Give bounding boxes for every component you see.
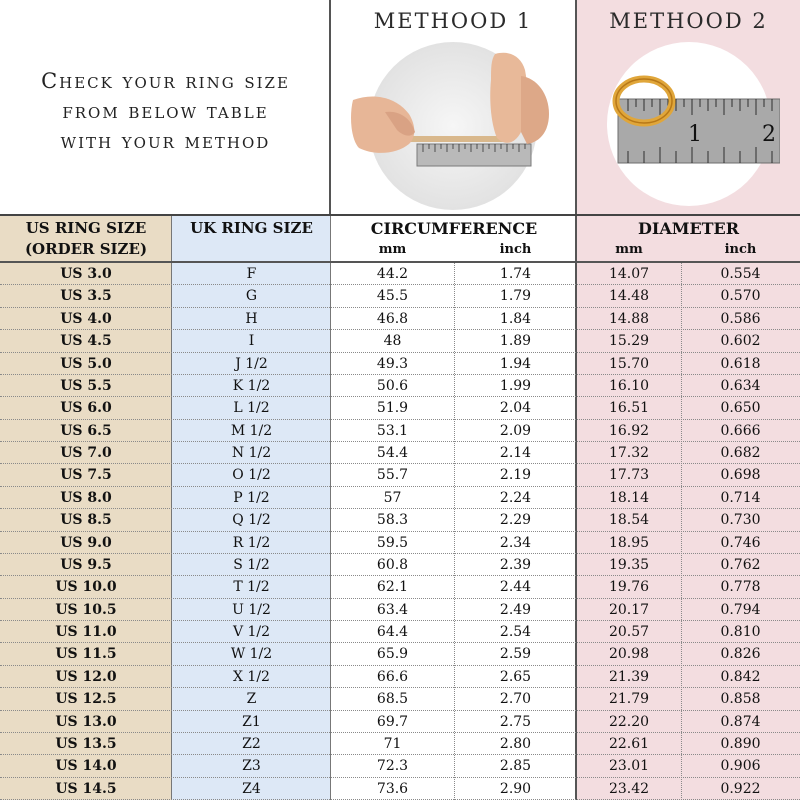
diameter-mm-cell: 16.92 <box>608 422 650 439</box>
us-size-cell: US 14.5 <box>55 780 117 797</box>
method2-title: METHOOD 2 <box>609 9 768 33</box>
diameter-inch-cell: 0.874 <box>720 713 761 730</box>
table-row <box>0 733 800 755</box>
uk-size-cell: R 1/2 <box>232 534 271 551</box>
circumference-mm-cell: 49.3 <box>376 355 409 372</box>
table-row <box>0 487 800 509</box>
table-row <box>0 621 800 643</box>
method2-panel <box>577 0 800 214</box>
table-row <box>0 263 800 285</box>
circumference-inch-cell: 1.84 <box>499 310 532 327</box>
circumference-mm-cell: 71 <box>383 735 402 752</box>
us-size-cell: US 11.5 <box>55 646 117 663</box>
diameter-mm-cell: 23.01 <box>608 758 650 775</box>
diameter-inch-cell: 0.602 <box>720 333 761 350</box>
circumference-inch-cell: 2.09 <box>499 422 532 439</box>
table-row <box>0 330 800 352</box>
diameter-inch-cell: 0.554 <box>720 266 761 282</box>
diameter-inch-cell: 0.906 <box>720 758 761 775</box>
diameter-mm-cell: 18.14 <box>608 489 650 506</box>
instructions-line: Check your ring size <box>41 69 290 93</box>
us-size-cell: US 4.0 <box>60 310 112 327</box>
uk-size-cell: Z2 <box>242 735 261 752</box>
circumference-mm-cell: 69.7 <box>376 713 409 730</box>
diameter-inch-cell: 0.634 <box>720 377 761 394</box>
uk-size-cell: V 1/2 <box>232 624 271 640</box>
diameter-inch-cell: 0.586 <box>720 310 761 327</box>
table-row <box>0 755 800 777</box>
diameter-inch-cell: 0.810 <box>720 624 761 640</box>
uk-size-cell: O 1/2 <box>232 467 271 484</box>
diameter-mm-cell: 23.42 <box>608 780 650 797</box>
diameter-mm-cell: 14.07 <box>608 266 650 282</box>
diameter-inch-cell: 0.922 <box>720 780 761 797</box>
uk-size-header: UK RING SIZE <box>190 219 313 237</box>
circumference-inch-cell: 2.19 <box>499 467 532 484</box>
uk-size-cell: T 1/2 <box>233 579 270 596</box>
diameter-mm-cell: 21.79 <box>608 691 650 708</box>
us-size-cell: US 13.5 <box>55 735 117 752</box>
circumference-inch-cell: 2.54 <box>499 624 532 640</box>
circumference-mm-cell: 50.6 <box>376 377 409 394</box>
method1-panel <box>331 0 577 214</box>
circumference-inch-cell: 2.70 <box>499 691 532 708</box>
table-row <box>0 308 800 330</box>
circumference-inch-cell: 2.34 <box>499 534 532 551</box>
circumference-mm-cell: 55.7 <box>376 467 409 484</box>
uk-size-cell: Q 1/2 <box>232 512 271 529</box>
circumference-inch-cell: 2.04 <box>499 400 532 417</box>
table-row <box>0 554 800 576</box>
uk-size-cell: N 1/2 <box>231 445 272 461</box>
us-size-cell: US 4.5 <box>60 333 112 350</box>
us-size-cell: US 3.5 <box>60 288 112 305</box>
us-size-cell: US 8.5 <box>60 512 112 529</box>
table-row <box>0 666 800 688</box>
diameter-mm-cell: 17.73 <box>608 467 650 484</box>
diameter-inch-cell: 0.570 <box>720 288 761 305</box>
us-size-cell: US 6.0 <box>60 400 112 417</box>
diameter-mm-cell: 18.95 <box>608 534 650 551</box>
instructions-line: with your method <box>60 129 271 153</box>
method2-ring-ruler-illustration <box>598 41 780 207</box>
diameter-mm-cell: 20.17 <box>608 601 650 618</box>
us-size-cell: US 12.0 <box>55 668 117 685</box>
circumference-inch-cell: 2.29 <box>499 512 532 529</box>
uk-size-cell: Z4 <box>242 780 261 797</box>
diameter-mm-subheader: mm <box>615 242 643 257</box>
circumference-mm-cell: 54.4 <box>376 445 409 461</box>
circumference-inch-cell: 2.49 <box>499 601 532 618</box>
table-row <box>0 576 800 598</box>
circumference-inch-cell: 1.94 <box>499 355 532 372</box>
diameter-mm-cell: 17.32 <box>608 445 650 461</box>
diameter-inch-cell: 0.778 <box>720 579 761 596</box>
diameter-inch-cell: 0.714 <box>720 489 761 506</box>
circumference-mm-cell: 62.1 <box>376 579 409 596</box>
circumference-header: CIRCUMFERENCE <box>370 219 538 238</box>
circumference-mm-cell: 64.4 <box>376 624 409 640</box>
table-row <box>0 442 800 464</box>
uk-size-cell: X 1/2 <box>233 668 270 685</box>
uk-size-cell: Z1 <box>242 713 261 730</box>
uk-size-cell: Z3 <box>242 758 261 775</box>
diameter-mm-cell: 14.48 <box>608 288 650 305</box>
circumference-mm-cell: 65.9 <box>376 646 409 663</box>
diameter-mm-cell: 20.98 <box>608 646 650 663</box>
method1-title: METHOOD 1 <box>373 9 533 33</box>
us-size-cell: US 10.0 <box>55 579 117 596</box>
table-row <box>0 778 800 800</box>
circumference-mm-cell: 53.1 <box>376 422 409 439</box>
diameter-inch-cell: 0.698 <box>720 467 761 484</box>
us-size-header <box>0 218 172 260</box>
diameter-inch-cell: 0.682 <box>720 445 761 461</box>
uk-size-cell: W 1/2 <box>230 646 273 663</box>
table-row <box>0 353 800 375</box>
us-size-cell: US 8.0 <box>60 489 112 506</box>
diameter-mm-cell: 14.88 <box>608 310 650 327</box>
diameter-inch-cell: 0.826 <box>720 646 761 663</box>
diameter-inch-cell: 0.858 <box>720 691 761 708</box>
instructions-text <box>0 66 331 156</box>
uk-size-cell: J 1/2 <box>235 355 268 372</box>
uk-size-cell: M 1/2 <box>230 422 273 439</box>
circumference-mm-cell: 63.4 <box>376 601 409 618</box>
diameter-inch-cell: 0.746 <box>720 534 761 551</box>
us-size-header-line: US RING SIZE <box>25 219 147 237</box>
circumference-inch-cell: 2.65 <box>499 668 532 685</box>
uk-size-cell: H <box>245 310 258 327</box>
circumference-inch-subheader: inch <box>499 242 532 257</box>
diameter-mm-cell: 15.29 <box>608 333 650 350</box>
diameter-mm-cell: 16.10 <box>608 377 650 394</box>
diameter-inch-cell: 0.794 <box>720 601 761 618</box>
table-row <box>0 711 800 733</box>
circumference-inch-cell: 1.89 <box>499 333 532 350</box>
circumference-mm-cell: 66.6 <box>376 668 409 685</box>
us-size-cell: US 5.0 <box>60 355 112 372</box>
us-size-cell: US 11.0 <box>55 624 117 640</box>
circumference-mm-cell: 58.3 <box>376 512 409 529</box>
uk-size-cell: F <box>246 266 257 282</box>
diameter-mm-cell: 19.76 <box>608 579 650 596</box>
circumference-inch-cell: 1.79 <box>499 288 532 305</box>
diameter-header: DIAMETER <box>637 219 740 238</box>
circumference-inch-cell: 2.39 <box>499 556 532 573</box>
us-size-cell: US 14.0 <box>55 758 117 775</box>
us-size-cell: US 9.5 <box>60 556 112 573</box>
circumference-inch-cell: 2.24 <box>499 489 532 506</box>
us-size-cell: US 12.5 <box>55 691 117 708</box>
table-row <box>0 397 800 419</box>
circumference-inch-cell: 1.74 <box>499 266 532 282</box>
circumference-mm-cell: 73.6 <box>376 780 409 797</box>
circumference-inch-cell: 2.90 <box>499 780 532 797</box>
diameter-mm-cell: 21.39 <box>608 668 650 685</box>
circumference-mm-cell: 68.5 <box>376 691 409 708</box>
us-size-cell: US 9.0 <box>60 534 112 551</box>
circumference-mm-cell: 57 <box>383 489 402 506</box>
table-row <box>0 599 800 621</box>
circumference-inch-cell: 2.85 <box>499 758 532 775</box>
diameter-inch-cell: 0.650 <box>720 400 761 417</box>
circumference-mm-cell: 51.9 <box>376 400 409 417</box>
circumference-inch-cell: 2.75 <box>499 713 532 730</box>
uk-size-cell: Z <box>246 691 257 708</box>
diameter-mm-cell: 22.61 <box>608 735 650 752</box>
circumference-mm-cell: 44.2 <box>376 266 409 282</box>
uk-size-cell: G <box>245 288 258 305</box>
table-row <box>0 420 800 442</box>
uk-size-cell: U 1/2 <box>232 601 271 618</box>
us-size-cell: US 3.0 <box>60 266 112 282</box>
uk-size-cell: L 1/2 <box>233 400 270 417</box>
uk-size-cell: S 1/2 <box>233 556 270 573</box>
ruler-label-2: 2 <box>762 122 776 147</box>
diameter-inch-cell: 0.762 <box>720 556 761 573</box>
table-body <box>0 263 800 800</box>
us-size-cell: US 7.5 <box>60 467 112 484</box>
instructions-panel <box>0 0 331 214</box>
size-table <box>0 216 800 800</box>
uk-size-cell: K 1/2 <box>232 377 271 394</box>
diameter-mm-cell: 18.54 <box>608 512 650 529</box>
diameter-mm-cell: 19.35 <box>608 556 650 573</box>
diameter-inch-cell: 0.730 <box>720 512 761 529</box>
instructions-line: from below table <box>62 99 269 123</box>
table-row <box>0 532 800 554</box>
table-row <box>0 285 800 307</box>
diameter-inch-cell: 0.890 <box>720 735 761 752</box>
circumference-mm-cell: 72.3 <box>376 758 409 775</box>
table-row <box>0 375 800 397</box>
diameter-inch-cell: 0.666 <box>720 422 761 439</box>
diameter-inch-cell: 0.842 <box>720 668 761 685</box>
circumference-mm-subheader: mm <box>378 242 407 257</box>
circumference-inch-cell: 2.14 <box>499 445 532 461</box>
diameter-mm-cell: 22.20 <box>608 713 650 730</box>
us-size-cell: US 10.5 <box>55 601 117 618</box>
circumference-mm-cell: 45.5 <box>376 288 409 305</box>
table-row <box>0 643 800 665</box>
circumference-mm-cell: 48 <box>383 333 402 350</box>
circumference-inch-cell: 1.99 <box>499 377 532 394</box>
circumference-inch-cell: 2.44 <box>499 579 532 596</box>
diameter-mm-cell: 15.70 <box>608 355 650 372</box>
circumference-mm-cell: 46.8 <box>376 310 409 327</box>
circumference-inch-cell: 2.80 <box>499 735 532 752</box>
table-row <box>0 464 800 486</box>
diameter-inch-subheader: inch <box>724 242 757 257</box>
us-size-cell: US 6.5 <box>60 422 112 439</box>
uk-size-cell: I <box>248 333 255 350</box>
circumference-mm-cell: 59.5 <box>376 534 409 551</box>
us-size-header-line: (ORDER SIZE) <box>24 240 148 258</box>
diameter-mm-cell: 16.51 <box>608 400 650 417</box>
us-size-cell: US 13.0 <box>55 713 117 730</box>
ruler-label-1: 1 <box>688 122 702 147</box>
table-row <box>0 509 800 531</box>
top-section <box>0 0 800 216</box>
uk-size-cell: P 1/2 <box>233 489 270 506</box>
diameter-inch-cell: 0.618 <box>720 355 761 372</box>
circumference-inch-cell: 2.59 <box>499 646 532 663</box>
method1-hands-ruler-illustration <box>345 40 561 212</box>
circumference-mm-cell: 60.8 <box>376 556 409 573</box>
diameter-mm-cell: 20.57 <box>608 624 650 640</box>
us-size-cell: US 7.0 <box>60 445 112 461</box>
us-size-cell: US 5.5 <box>60 377 112 394</box>
table-row <box>0 688 800 710</box>
